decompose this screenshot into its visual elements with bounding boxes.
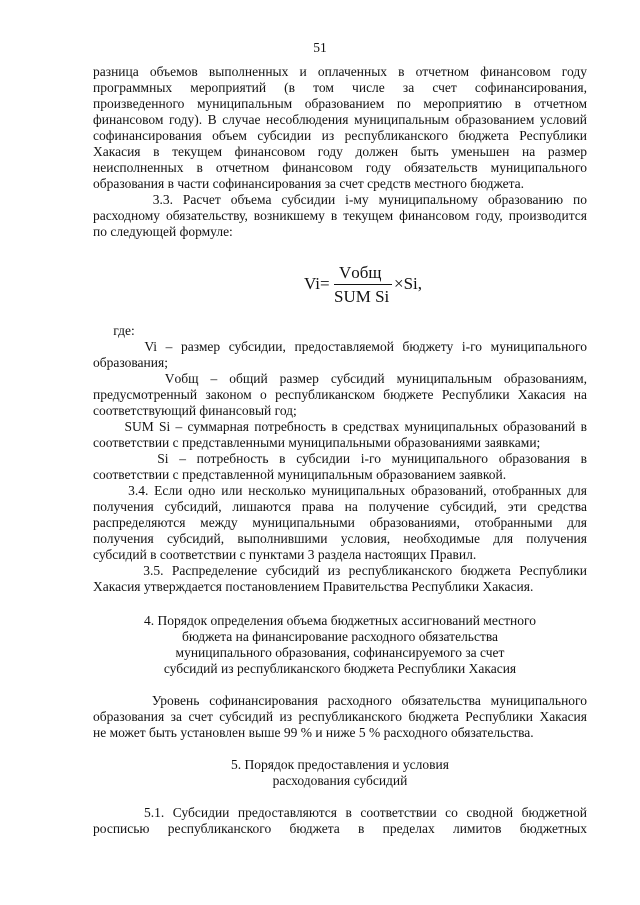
text-line: получения субсидий, лишаются права на получение субсидий, эти средства	[93, 499, 587, 514]
text-line: Si – потребность в субсидии i-го муниципального образования в	[93, 451, 587, 466]
formula-numerator: Vобщ	[339, 263, 382, 282]
heading-line: бюджета на финансирование расходного обязательства	[181, 629, 499, 644]
heading-line: 5. Порядок предоставления и условия	[231, 757, 449, 772]
heading-line: расходования субсидий	[272, 773, 408, 788]
text-line: 3.4. Если одно или несколько муниципальных образований, отобранных для	[93, 483, 587, 498]
text-line: Хакасия утверждается постановлением Правительства Республики Хакасия.	[93, 579, 534, 594]
formula-rhs: ×Si,	[394, 274, 423, 293]
text-line: по следующей формуле:	[93, 224, 233, 239]
paragraph-block-1	[93, 64, 587, 240]
text-line: не может быть установлен выше 99 % и ниже 5 % расходного обязательства.	[93, 725, 534, 740]
text-line: распределяются между муниципальными образованиями, отобранными для	[93, 515, 587, 530]
heading-line: субсидий из республиканского бюджета Республики Хакасия	[163, 661, 517, 676]
heading-line: муниципального образования, софинансируемого за счет	[175, 645, 505, 660]
text-line: 5.1. Субсидии предоставляются в соответствии со сводной бюджетной	[93, 805, 587, 820]
subsidy-formula	[0, 263, 640, 307]
text-line: SUM Si – суммарная потребность в средствах муниципальных образований в	[93, 419, 587, 434]
fraction-bar	[334, 284, 392, 285]
paragraph-block-2	[93, 323, 587, 595]
text-line: 3.3. Расчет объема субсидии i-му муниципальному образованию по	[93, 192, 587, 207]
formula-lhs: Vi=	[304, 274, 330, 293]
text-line: субсидий в соответствии с пунктами 3 раздела настоящих Правил.	[93, 547, 477, 562]
text-line: образования в части софинансирования за счет средств местного бюджета.	[93, 176, 525, 191]
text-line: получения субсидий, выполнившими условия, необходимые для получения	[93, 531, 587, 546]
section-5-heading	[93, 757, 587, 789]
heading-line: 4. Порядок определения объема бюджетных ассигнований местного	[144, 613, 536, 628]
text-line: образования;	[93, 355, 168, 370]
text-line: Vобщ – общий размер субсидий муниципальным образованиям,	[93, 371, 587, 386]
text-line: соответствии с представленной муниципальным образованием заявкой.	[93, 467, 507, 482]
text-line: росписью республиканского бюджета в пределах лимитов бюджетных	[93, 821, 587, 836]
text-line: соответствии с представленными муниципальными образованиями заявками;	[93, 435, 541, 450]
formula-denominator: SUM Si	[334, 287, 390, 306]
text-line: Хакасия в текущем финансовом году должен быть уменьшен на размер	[93, 144, 587, 159]
text-line: соответствующий финансовый год;	[93, 403, 297, 418]
text-line: 3.5. Распределение субсидий из республиканского бюджета Республики	[93, 563, 587, 578]
section-4-heading	[93, 613, 587, 677]
paragraph-block-3	[93, 693, 587, 741]
paragraph-block-4	[93, 805, 587, 837]
text-line: софинансирования объем субсидии из республиканского бюджета Республики	[93, 128, 587, 143]
text-line: где:	[93, 323, 135, 338]
text-line: образования за счет субсидий из республиканского бюджета Республики Хакасия	[93, 709, 587, 724]
text-line: Уровень софинансирования расходного обязательства муниципального	[93, 693, 587, 708]
text-line: Vi – размер субсидии, предоставляемой бюджету i-го муниципального	[93, 339, 587, 354]
text-line: произведенного муниципальным образованием по мероприятию в отчетном	[93, 96, 587, 111]
text-line: программных мероприятий (в том числе за счет софинансирования,	[93, 80, 587, 95]
text-line: финансовом году). В случае несоблюдения муниципальным образованием условий	[93, 112, 587, 127]
page-number: 51	[313, 40, 327, 55]
text-line: предусмотренный законом о республиканском бюджете Республики Хакасия на	[93, 387, 587, 402]
text-line: расходному обязательству, возникшему в текущем финансовом году, производится	[93, 208, 587, 223]
text-line: разница объемов выполненных и оплаченных в отчетном финансовом году	[93, 64, 587, 79]
text-line: неисполненных в отчетном финансовом году обязательств муниципального	[93, 160, 587, 175]
